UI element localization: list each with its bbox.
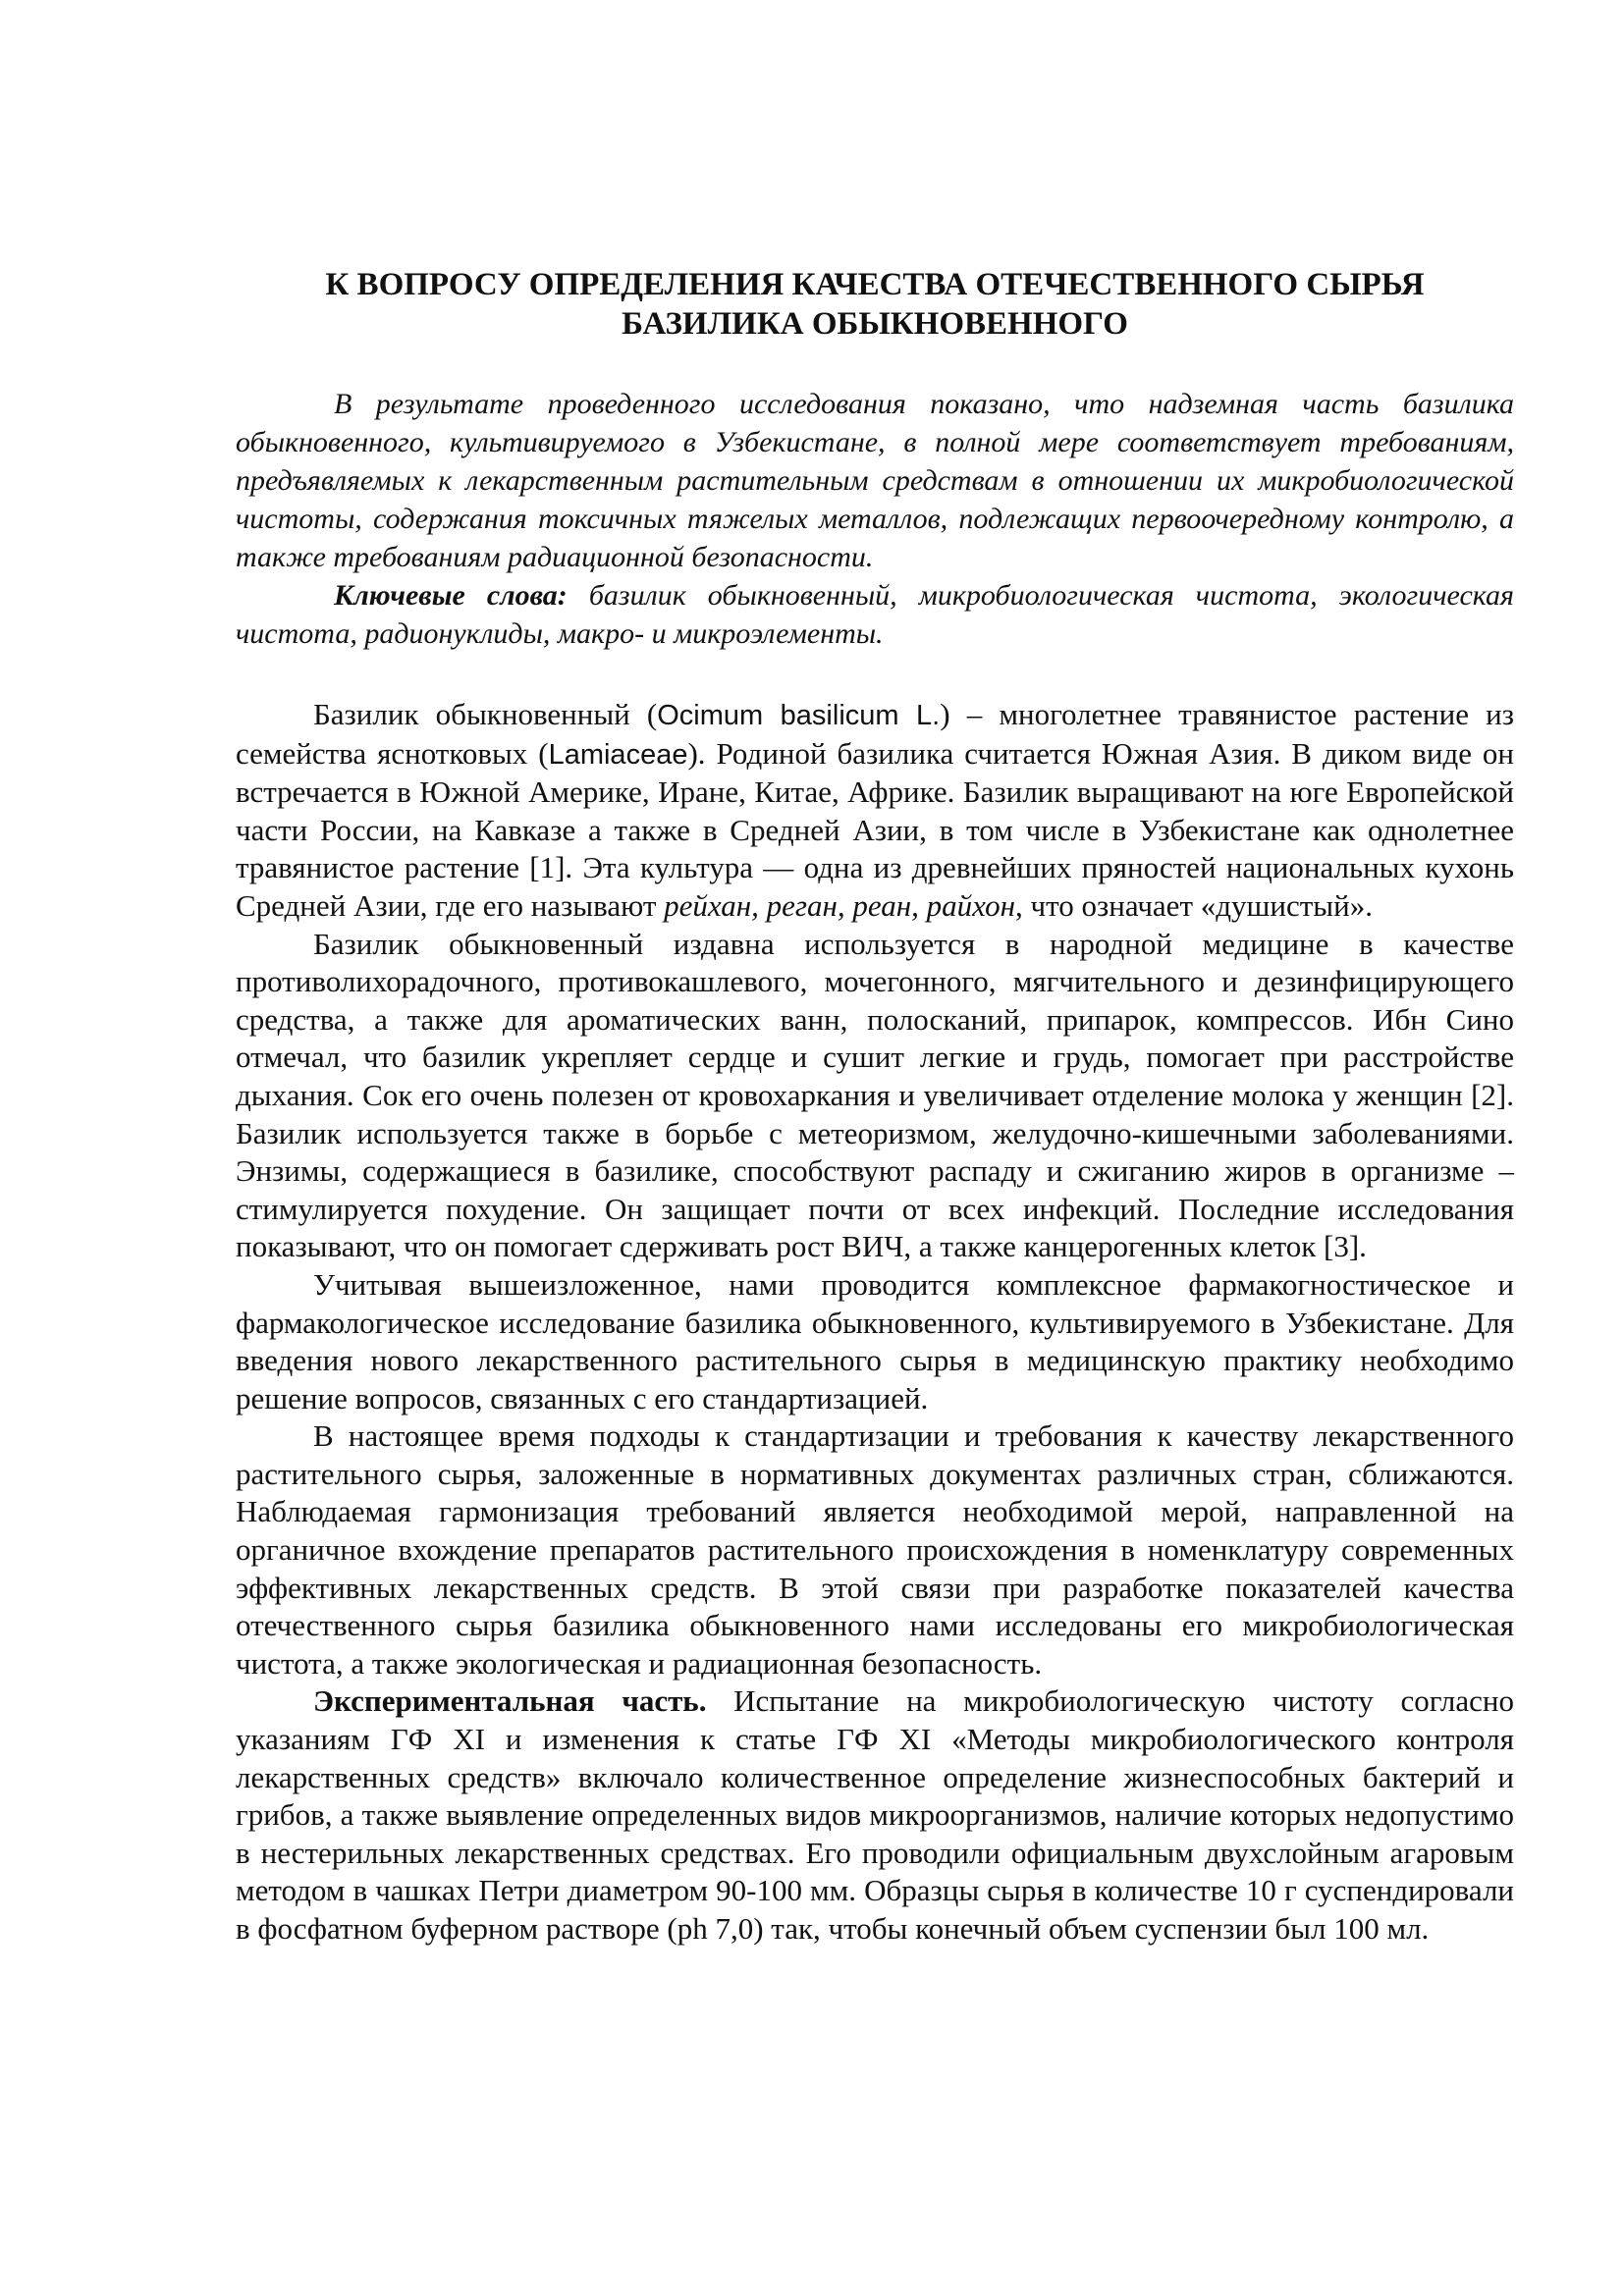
abstract: В результате проведенного исследования показано, что надземная часть базилика обыкновенного, культивируемого в Узбекистане, в полной мере соответствует требованиям, предъявляемых к лекарственным растительным средствам в отношении их микробиологической чистоты, содержания токсичных тяжелых металлов, подлежащих первоочередному контролю, а также требованиям радиационной безопасности. xyxy=(236,388,1514,573)
body-text xyxy=(236,696,1514,1949)
p5-text: Испытание на микробиологическую чистоту согласно указаниям ГФ XI и изменения к статье ГФ XI «Методы микробиологического контроля лекарственных средств» включало количественное определение жизнеспособных бактерий и грибов, а также выявление определенных видов микроорганизмов, наличие которых недопустимо в нестерильных лекарственных средствах. Его проводили официальным двухслойным агаровым методом в чашках Петри диаметром 90-100 мм. Образцы сырья в количестве 10 г суспендировали в фосфатном буферном растворе (ph 7,0) так, чтобы конечный объем суспензии был 100 мл. xyxy=(236,1683,1514,1946)
keywords-label: Ключевые слова: xyxy=(334,579,568,612)
keywords xyxy=(236,576,1514,653)
paragraph-5 xyxy=(236,1682,1514,1948)
p1-part-c: ). Родиной базилика считается Южная Азия. В диком виде он встречается в Южной Америке, Иране, Китае, Африке. Базилик выращивают на юге Европейской части России, на Кавказе а также в Средней Азии, в том числе в Узбекистане как однолетнее травянистое растение [1]. Эта культура — одна из древнейших пряностей национальных кухонь Средней Азии, где его называют xyxy=(236,735,1515,923)
p1-part-d: , что означает «душистый». xyxy=(1015,887,1373,923)
p1-part-b: ) – многолетнее травянистое растение из семейства яснотковых ( xyxy=(236,697,1515,771)
paragraph-2: Базилик обыкновенный издавна используется в народной медицине в качестве противолихорадочного, противокашлевого, мочегонного, мягчительного и дезинфицирующего средства, а также для ароматических ванн, полосканий, припарок, компрессов. Ибн Сино отмечал, что базилик укрепляет сердце и сушит легкие и грудь, помогает при расстройстве дыхания. Сок его очень полезен от кровохаркания и увеличивает отделение молока у женщин [2]. Базилик используется также в борьбе с метеоризмом, желудочно-кишечными заболеваниями. Энзимы, содержащиеся в базилике, способствуют распаду и сжиганию жиров в организме – стимулируется похудение. Он защищает почти от всех инфекций. Последние исследования показывают, что он помогает сдерживать рост ВИЧ, а также канцерогенных клеток [3]. xyxy=(236,926,1514,1264)
document-page xyxy=(236,265,1514,1949)
p1-latin-name: Ocimum basilicum L. xyxy=(657,700,941,731)
paragraph-3: Учитывая вышеизложенное, нами проводится комплексное фармакогностическое и фармакологическое исследование базилика обыкновенного, культивируемого в Узбекистане. Для введения нового лекарственного растительного сырья в медицинскую практику необходимо решение вопросов, связанных с его стандартизацией. xyxy=(236,1266,1514,1415)
p1-part-a: Базилик обыкновенный ( xyxy=(313,697,658,731)
keywords-text: базилик обыкновенный, микробиологическая чистота, экологическая чистота, радионуклиды, макро- и микроэлементы. xyxy=(236,579,1514,650)
p1-latin-family: Lamiaceae xyxy=(548,738,688,771)
paragraph-1 xyxy=(236,696,1514,926)
paragraph-4: В настоящее время подходы к стандартизации и требования к качеству лекарственного растительного сырья, заложенные в нормативных документах различных стран, сближаются. Наблюдаемая гармонизация требований является необходимой мерой, направленной на органичное вхождение препаратов растительного происхождения в номенклатуру современных эффективных лекарственных средств. В этой связи при разработке показателей качества отечественного сырья базилика обыкновенного нами исследованы его микробиологическая чистота, а также экологическая и радиационная безопасность. xyxy=(236,1418,1514,1681)
title-line-2: БАЗИЛИКА ОБЫКНОВЕННОГО xyxy=(622,306,1128,342)
title-line-1: К ВОПРОСУ ОПРЕДЕЛЕНИЯ КАЧЕСТВА ОТЕЧЕСТВЕННОГО СЫРЬЯ xyxy=(325,267,1425,302)
p1-local-names: рейхан, реган, реан, райхон xyxy=(664,887,1015,923)
section-heading-experimental: Экспериментальная часть. xyxy=(313,1683,707,1719)
page-title xyxy=(236,265,1514,344)
